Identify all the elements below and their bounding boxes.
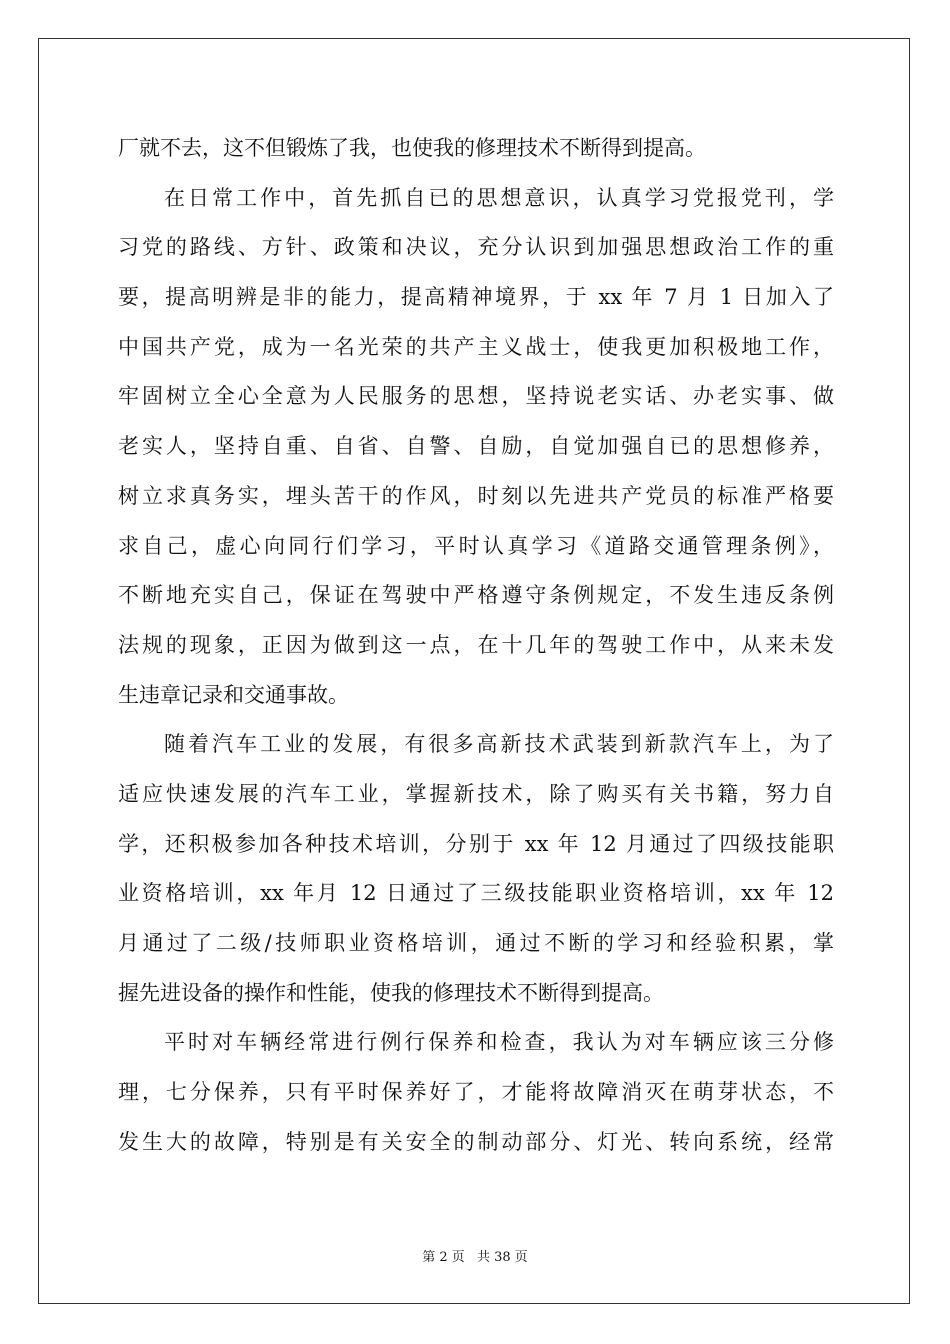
text-line: 求自己，虚心向同行们学习，平时认真学习《道路交通管理条例》， [118, 533, 834, 558]
text-line: 学，还积极参加各种技术培训，分别于 xx 年 12 月通过了四级技能职 [118, 831, 834, 856]
document-body [118, 124, 834, 1167]
text-line: 业资格培训，xx 年月 12 日通过了三级技能职业资格培训，xx 年 12 [118, 881, 834, 906]
text-line: 树立求真务实，埋头苦干的作风，时刻以先进共产党员的标准严格要 [118, 483, 834, 508]
text-line: 在日常工作中，首先抓自已的思想意识，认真学习党报党刊，学 [164, 185, 834, 210]
text-line: 法规的现象，正因为做到这一点，在十几年的驾驶工作中，从来未发 [118, 632, 834, 657]
text-line: 中国共产党，成为一名光荣的共产主义战士，使我更加积极地工作， [118, 334, 834, 359]
text-line: 牢固树立全心全意为人民服务的思想，坚持说老实话、办老实事、做 [118, 384, 834, 409]
page-footer [0, 1246, 950, 1265]
text-line: 要，提高明辨是非的能力，提高精神境界，于 xx 年 7 月 1 日加入了 [118, 285, 834, 310]
text-line: 厂就不去，这不但锻炼了我，也使我的修理技术不断得到提高。 [118, 136, 706, 160]
text-line: 适应快速发展的汽车工业，掌握新技术，除了购买有关书籍，努力自 [118, 781, 834, 806]
text-line: 理，七分保养，只有平时保养好了，才能将故障消灭在萌芽状态，不 [118, 1080, 834, 1105]
text-line: 握先进设备的操作和性能，使我的修理技术不断得到提高。 [118, 980, 664, 1005]
text-line: 月通过了二级/技师职业资格培训，通过不断的学习和经验积累，掌 [118, 931, 834, 955]
text-line: 随着汽车工业的发展，有很多高新技术武装到新款汽车上，为了 [164, 732, 834, 757]
text-line: 不断地充实自己，保证在驾驶中严格遵守条例规定，不发生违反条例 [118, 583, 834, 608]
text-line: 生违章记录和交通事故。 [118, 682, 349, 707]
page-number: 第 2 页 [422, 1250, 465, 1265]
text-line: 习党的路线、方针、政策和决议，充分认识到加强思想政治工作的重 [118, 235, 834, 260]
text-line: 发生大的故障，特别是有关安全的制动部分、灯光、转向系统，经常 [118, 1129, 834, 1154]
text-line: 平时对车辆经常进行例行保养和检查，我认为对车辆应该三分修 [164, 1030, 834, 1055]
total-pages: 共 38 页 [476, 1250, 528, 1265]
text-line: 老实人，坚持自重、自省、自警、自励，自觉加强自已的思想修养， [118, 434, 834, 459]
